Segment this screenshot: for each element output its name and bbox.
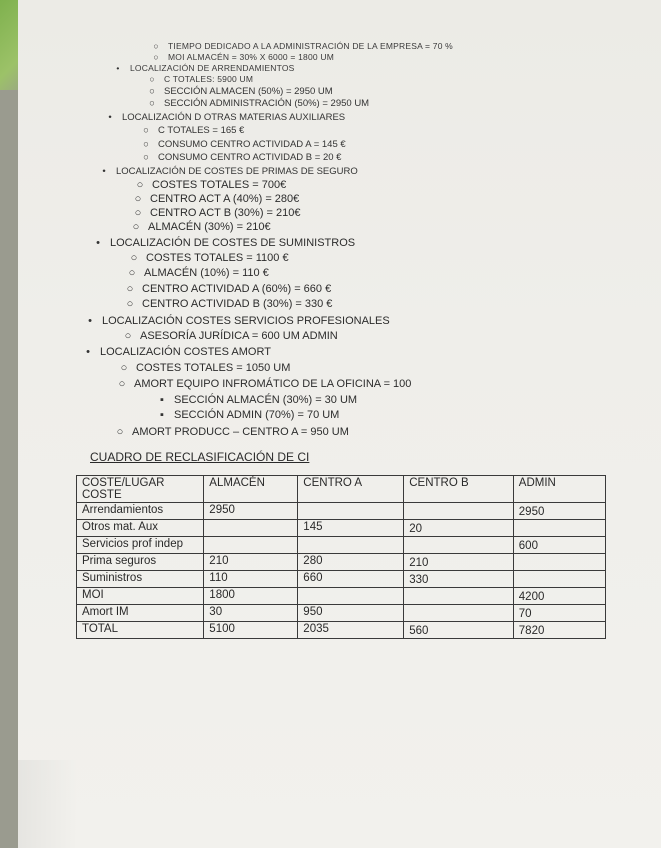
circle-bullet-icon: ○: [132, 221, 140, 233]
note-text: LOCALIZACIÓN DE COSTES DE SUMINISTROS: [110, 237, 356, 249]
note-text: ASESORÍA JURÍDICA = 600 UM ADMIN: [140, 330, 338, 342]
note-text: TIEMPO DEDICADO A LA ADMINISTRACIÓN DE LA EMPRESA = 70 %: [168, 41, 453, 51]
circle-bullet-icon: ○: [143, 152, 149, 163]
square-bullet-icon: ▪: [160, 409, 164, 421]
circle-bullet-icon: ○: [128, 267, 136, 279]
table-cell: [513, 520, 605, 537]
note-text: LOCALIZACIÓN DE ARRENDAMIENTOS: [130, 63, 295, 73]
table-title: CUADRO DE RECLASIFICACIÓN DE CI: [90, 450, 310, 464]
note-line-level-2: [146, 97, 369, 110]
table-cell: [404, 588, 514, 605]
note-text: LOCALIZACIÓN DE COSTES DE PRIMAS DE SEGURO: [116, 166, 358, 177]
note-text: CENTRO ACT A (40%) = 280€: [150, 193, 300, 205]
note-line-level-2: [124, 298, 332, 311]
bullet-icon: •: [102, 166, 106, 177]
table-cell: 5100: [204, 622, 298, 639]
table-cell: 950: [298, 605, 404, 622]
circle-bullet-icon: ○: [118, 378, 126, 390]
note-line-level-1: [98, 165, 358, 178]
note-line-level-2: [130, 221, 271, 234]
table-cell: 145: [298, 520, 404, 537]
note-line-level-1: [82, 346, 271, 359]
circle-bullet-icon: ○: [134, 193, 142, 205]
bullet-icon: •: [88, 315, 92, 327]
note-text: ALMACÉN (10%) = 110 €: [144, 267, 269, 279]
table-cell: 210: [204, 554, 298, 571]
document-page: [18, 0, 661, 848]
table-cell: 110: [204, 571, 298, 588]
note-text: MOI ALMACÉN = 30% X 6000 = 1800 UM: [168, 52, 335, 62]
table-cell: [513, 571, 605, 588]
square-bullet-icon: ▪: [160, 394, 164, 406]
circle-bullet-icon: ○: [126, 298, 134, 310]
note-text: COSTES TOTALES = 1100 €: [146, 252, 289, 264]
column-header: CENTRO B: [404, 476, 514, 503]
note-text: SECCIÓN ALMACEN (50%) = 2950 UM: [164, 86, 333, 97]
column-header: ALMACÉN: [204, 476, 298, 503]
note-line-level-2: [118, 362, 290, 375]
table-cell: [404, 537, 514, 554]
row-label: TOTAL: [77, 622, 204, 639]
note-text: CENTRO ACTIVIDAD A (60%) = 660 €: [142, 283, 332, 295]
circle-bullet-icon: ○: [124, 330, 132, 342]
note-text: C TOTALES = 165 €: [158, 125, 245, 136]
column-header: ADMIN: [513, 476, 605, 503]
column-header: CENTRO A: [298, 476, 404, 503]
table-row: [77, 537, 606, 554]
table-cell: 2950: [513, 503, 605, 520]
note-line-level-2: [140, 138, 346, 151]
note-line-level-3: [156, 409, 339, 422]
note-line-level-2: [126, 267, 269, 280]
table-cell: [298, 503, 404, 520]
table-cell: 660: [298, 571, 404, 588]
note-text: COSTES TOTALES = 1050 UM: [136, 362, 291, 374]
note-line-level-2: [114, 426, 349, 439]
note-text: C TOTALES: 5900 UM: [164, 74, 254, 84]
circle-bullet-icon: ○: [153, 41, 159, 51]
note-text: CONSUMO CENTRO ACTIVIDAD A = 145 €: [158, 139, 346, 150]
note-text: CENTRO ACT B (30%) = 210€: [150, 207, 301, 219]
circle-bullet-icon: ○: [120, 362, 128, 374]
table-row: [77, 520, 606, 537]
circle-bullet-icon: ○: [116, 426, 124, 438]
table-cell: 560: [404, 622, 514, 639]
table-row: [77, 605, 606, 622]
note-text: SECCIÓN ALMACÉN (30%) = 30 UM: [174, 394, 358, 406]
note-text: LOCALIZACIÓN COSTES SERVICIOS PROFESIONALES: [102, 315, 390, 327]
circle-bullet-icon: ○: [149, 98, 155, 109]
row-label: Prima seguros: [77, 554, 204, 571]
bullet-icon: •: [86, 346, 90, 358]
note-line-level-2: [132, 207, 301, 220]
circle-bullet-icon: ○: [126, 283, 134, 295]
note-text: AMORT EQUIPO INFROMÁTICO DE LA OFICINA = 100: [134, 378, 412, 390]
table-row: [77, 554, 606, 571]
table-cell: 7820: [513, 622, 605, 639]
note-line-level-2: [132, 193, 299, 206]
table-cell: [404, 605, 514, 622]
table-cell: 30: [204, 605, 298, 622]
row-label: Amort IM: [77, 605, 204, 622]
row-label: Servicios prof indep: [77, 537, 204, 554]
note-line-level-1: [84, 315, 390, 328]
table-cell: [204, 520, 298, 537]
page-shadow: [18, 760, 78, 848]
note-line-level-2: [122, 330, 338, 343]
row-label: Arrendamientos: [77, 503, 204, 520]
table-cell: 330: [404, 571, 514, 588]
table-cell: 280: [298, 554, 404, 571]
circle-bullet-icon: ○: [143, 139, 149, 150]
circle-bullet-icon: ○: [143, 125, 149, 136]
note-text: AMORT PRODUCC – CENTRO A = 950 UM: [132, 426, 349, 438]
table-cell: 2035: [298, 622, 404, 639]
row-label: MOI: [77, 588, 204, 605]
note-line-level-1: [92, 237, 355, 250]
table-cell: [204, 537, 298, 554]
table-cell: 1800: [204, 588, 298, 605]
circle-bullet-icon: ○: [130, 252, 138, 264]
table-row: [77, 503, 606, 520]
note-text: CONSUMO CENTRO ACTIVIDAD B = 20 €: [158, 152, 342, 163]
note-line-level-2: [140, 124, 244, 137]
table-row: [77, 571, 606, 588]
table-cell: 600: [513, 537, 605, 554]
table-cell: [513, 554, 605, 571]
note-text: LOCALIZACIÓN D OTRAS MATERIAS AUXILIARES: [122, 112, 346, 123]
circle-bullet-icon: ○: [149, 86, 155, 97]
note-line-level-2: [124, 283, 331, 296]
note-line-level-2: [140, 151, 341, 164]
table-cell: 2950: [204, 503, 298, 520]
table-row: [77, 588, 606, 605]
column-header: COSTE/LUGAR COSTE: [77, 476, 204, 503]
table-header-row: [77, 476, 606, 503]
table-cell: 210: [404, 554, 514, 571]
note-line-level-2: [128, 252, 289, 265]
note-text: SECCIÓN ADMINISTRACIÓN (50%) = 2950 UM: [164, 98, 370, 109]
reclassification-table: [76, 475, 606, 639]
bullet-icon: •: [96, 237, 100, 249]
table-cell: 20: [404, 520, 514, 537]
row-label: Otros mat. Aux: [77, 520, 204, 537]
note-text: SECCIÓN ADMIN (70%) = 70 UM: [174, 409, 340, 421]
circle-bullet-icon: ○: [136, 179, 144, 191]
circle-bullet-icon: ○: [153, 52, 159, 62]
table-cell: 4200: [513, 588, 605, 605]
bullet-icon: •: [116, 63, 120, 73]
note-line-level-3: [156, 394, 357, 407]
note-text: CENTRO ACTIVIDAD B (30%) = 330 €: [142, 298, 333, 310]
note-line-level-1: [104, 111, 345, 124]
note-text: ALMACÉN (30%) = 210€: [148, 221, 271, 233]
table-cell: [298, 588, 404, 605]
bullet-icon: •: [108, 112, 112, 123]
note-line-level-2: [134, 179, 286, 192]
circle-bullet-icon: ○: [134, 207, 142, 219]
note-line-level-2: [116, 378, 411, 391]
circle-bullet-icon: ○: [149, 74, 155, 84]
table-row: [77, 622, 606, 639]
table-cell: 70: [513, 605, 605, 622]
note-text: COSTES TOTALES = 700€: [152, 179, 287, 191]
table-cell: [298, 537, 404, 554]
table-cell: [404, 503, 514, 520]
row-label: Suministros: [77, 571, 204, 588]
note-text: LOCALIZACIÓN COSTES AMORT: [100, 346, 271, 358]
